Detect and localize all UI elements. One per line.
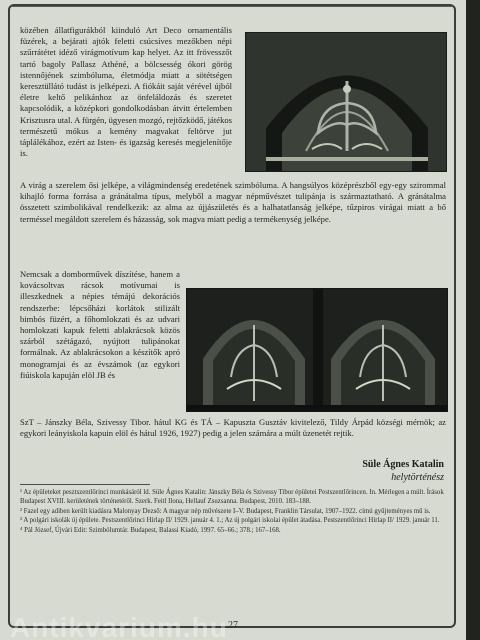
photo-window-grilles	[186, 288, 448, 412]
paragraph-flower-symbol: A virág a szerelem ősi jelképe, a világmindenség eredetének szimbóluma. A hangsúlyos középrészből egy-egy szirommal kihajló forma forrása a gránátalma típus, melyből a magyar népművészet tulipánja is származtatható. A gránátalma összetett szimbolikával rendelkezik: az alma az újjászületés és a halhatatlanság jelképe, tűzpiros virágai miatt a bő terméssel megáldott szerelem és házasság, sok magva miatt pedig a termékenység jelképe.	[20, 180, 446, 224]
page-number: 27	[228, 620, 238, 631]
book-edge	[466, 0, 480, 640]
window-grille-icon	[187, 289, 448, 412]
footnote-4: ⁴ Pál József, Újvári Edit: Szimbólumtár. Budapest, Balassi Kiadó, 1997. 65–66.; 378.; 167–168.	[20, 527, 281, 535]
author-name: Süle Ágnes Katalin	[362, 459, 444, 470]
footnote-2: ² Fazel egy adiben került kiadásra Malonyay Dezső: A magyar nép művészete I–V. Budapest, Franklin Társulat, 1907–1922. címú gyűjteményes mű is.	[20, 507, 431, 515]
paragraph-monograms: SzT – Jánszky Béla, Szivessy Tibor. hátul KG és TÁ – Kapuszta Gusztáv kivitelező, Tildy Árpád községi mérnök; az egykori leányiskola kapuin elöl és hátul 1926, 1927) pedig a jelen számára a múlt üzenetét rejtik.	[20, 417, 446, 439]
paragraph-wrought-iron: Nemcsak a domborművek díszítése, hanem a kovácsoltvas rácsok motívumai is illeszkednek a népies témájú dekorációs rendszerbe: lépcsőházi korlátok stilizált bimbós füzért, a főhomlokzati és az udvari homlokzati kapuk feletti ablakrácsok közös szárból szétágazó, nyújtott tulipánokat formálnak. Az ablakrácsokon a készítők apró monogramjai és az évszámok (az egykori fiúiskola kapuján elöl JB és	[20, 269, 180, 380]
photo-arch-relief	[245, 32, 447, 172]
author-role: helytörténész	[391, 472, 444, 483]
footnote-divider	[20, 484, 150, 485]
author-signature	[362, 458, 444, 484]
footnote-1: ¹ Az épületeket pesztszentlőrinci munkásáról ld. Süle Ágnes Katalin: Jánszky Béla és Szivessy Tibor épületei Pestszentlőrincen. In. Mérlegen a múlt. Írások Budapest XVIII. kerületének történetéről. Szerk. Feitl Ilona, Hellauf Zsuzsanna. Budapest, 2010. 183–188.	[20, 489, 444, 506]
paragraph-ornaments: közében állatfigurákból kiinduló Art Deco ornamentális füzérek, a bejárati ajtók feletti csúcsíves mezőkben népi szűrrátétet idéző virágmotívum kap helyet. Az itt frövesszőt tartó bagoly Pallasz Athéné, a bölcsesség ókori görög istennőjének szimbóluma, életmódja miatt a sötétségen keresztüllátó tudást is jelképezi. A fiókáit saját vérével újból életre keltő pelikánhoz az önfeláldozás és szeretet kapcsolódik, a középkori gondolkodásban átvitt értelemben Krisztusra utal. A fürgén, ügyesen mozgó, rejtőzködő, játékos természetű mókus a kemény magvakat feltörve jut táplálékához, ezért az Isten- és igazság keresés megjelenítője is.	[20, 25, 233, 159]
footnote-3: ³ A polgári iskolák új épülete. Pestszentlőrinci Hírlap II/ 1929. január 4. 1.; Az új polgári iskolai épület átadása. Pestszentlőrinci Hírlap II/ 1929. január 11.	[20, 517, 440, 525]
footnotes	[20, 488, 446, 536]
arch-relief-icon	[246, 33, 447, 172]
watermark-logo: Antikvarium.hu	[10, 612, 228, 640]
